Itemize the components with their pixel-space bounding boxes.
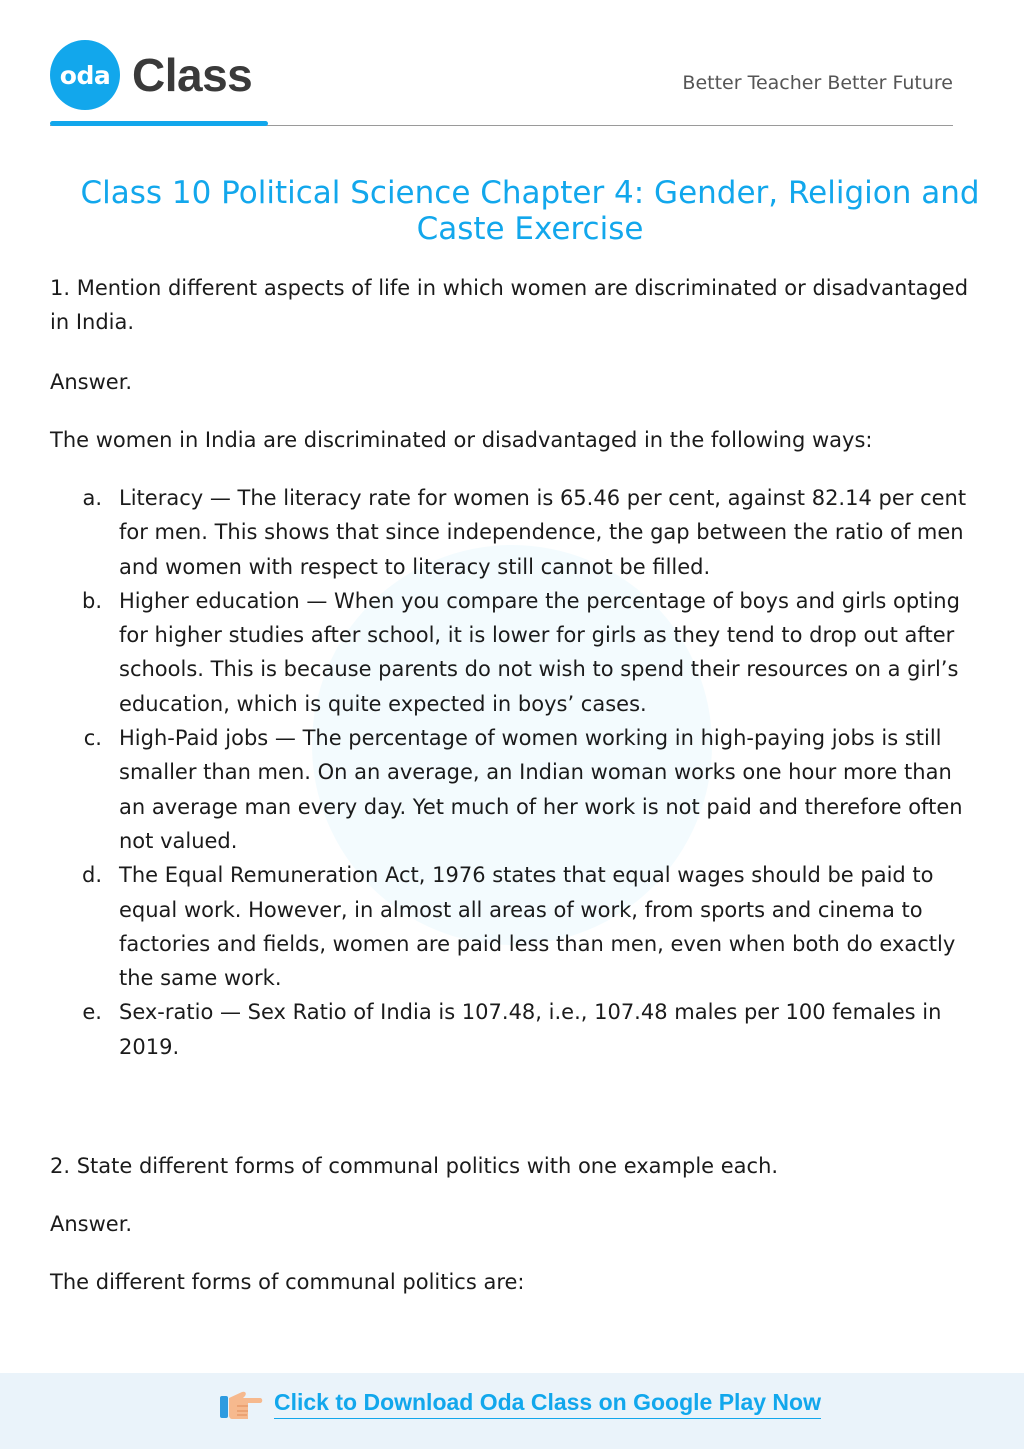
pointing-hand-icon <box>218 1384 264 1424</box>
download-link[interactable]: Click to Download Oda Class on Google Play Now <box>274 1389 821 1419</box>
logo-wordmark: Class <box>132 49 253 101</box>
list-item <box>50 858 970 995</box>
logo-mark: oda <box>50 40 120 110</box>
list-item <box>50 481 970 584</box>
tagline: Better Teacher Better Future <box>682 72 953 94</box>
answer-intro-2: The different forms of communal politics are: <box>50 1270 525 1294</box>
footer-banner <box>0 1373 1024 1449</box>
list-marker: d. <box>81 863 102 888</box>
list-item <box>50 721 970 858</box>
list-item-text: High-Paid jobs — The percentage of women working in high-paying jobs is still smaller than men. On an average, an Indian woman works one hour more than an average man every day. Yet much of her work is not paid and therefore often not valued. <box>119 726 963 853</box>
answer-intro-1: The women in India are discriminated or disadvantaged in the following ways: <box>50 428 873 452</box>
list-item-text: Higher education — When you compare the percentage of boys and girls opting for higher studies after school, it is lower for girls as they tend to drop out after schools. This is because parents do not wish to spend their resources on a girl’s education, which is quite expected in boys’ cases. <box>119 588 960 716</box>
question-2: 2. State different forms of communal politics with one example each. <box>50 1154 779 1178</box>
question-1: 1. Mention different aspects of life in which women are discriminated or disadvantaged in India. <box>50 276 969 334</box>
download-cta[interactable] <box>218 1384 821 1424</box>
list-marker: c. <box>83 726 102 751</box>
list-marker: e. <box>82 1000 102 1025</box>
list-marker: b. <box>81 588 102 613</box>
list-item-text: Literacy — The literacy rate for women is 65.46 per cent, against 82.14 per cent for men. This shows that since independence, the gap between the ratio of men and women with respect to literacy still cannot be filled. <box>119 486 967 579</box>
answer-label-2: Answer. <box>50 1212 133 1236</box>
list-item <box>50 995 970 1064</box>
logo[interactable] <box>50 40 252 110</box>
list-item-text: The Equal Remuneration Act, 1976 states that equal wages should be paid to equal work. However, in almost all areas of work, from sports and cinema to factories and fields, women are paid less than men, even when both do exactly the same work. <box>119 863 956 991</box>
list-item <box>50 584 970 721</box>
answer-label-1: Answer. <box>50 370 133 394</box>
list-item-text: Sex-ratio — Sex Ratio of India is 107.48, i.e., 107.48 males per 100 females in 2019. <box>119 1000 942 1059</box>
page-title: Class 10 Political Science Chapter 4: Gender, Religion and Caste Exercise <box>80 175 980 247</box>
list-marker: a. <box>82 486 102 510</box>
answer-list-1 <box>50 481 970 1064</box>
header-accent-bar <box>50 121 268 126</box>
